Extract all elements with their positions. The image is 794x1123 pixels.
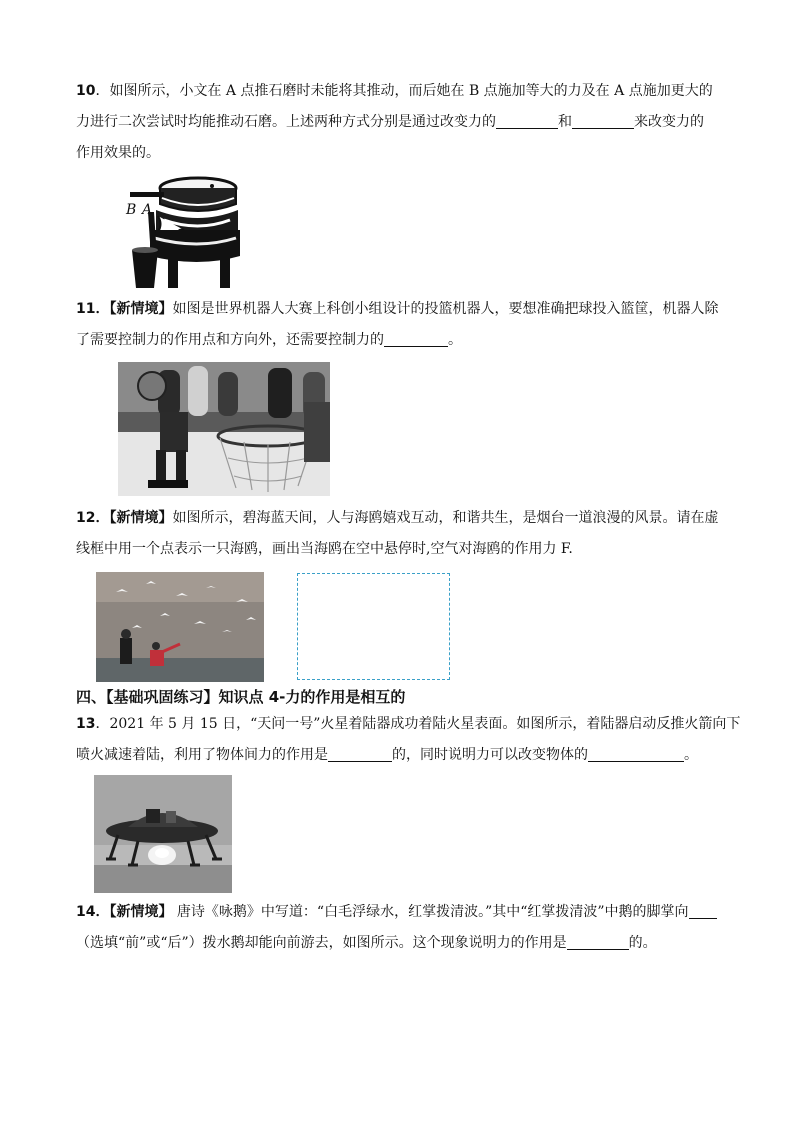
question-text: 。	[448, 332, 462, 348]
question-number: 12	[76, 510, 96, 526]
mars-lander-photo	[94, 775, 232, 893]
question-tag: ．【新情境】	[95, 301, 173, 317]
answer-blank[interactable]	[496, 112, 558, 129]
question-10	[76, 76, 742, 169]
question-text: 力进行二次尝试时均能推动石磨。上述两种方式分别是通过改变力的	[76, 114, 496, 130]
question-number: 13	[76, 716, 96, 732]
robot-photo	[118, 362, 330, 496]
section-heading: 四、【基础巩固练习】知识点 4-力的作用是相互的	[76, 688, 406, 706]
question-14	[76, 897, 742, 959]
answer-blank[interactable]	[567, 933, 629, 950]
drawing-answer-box[interactable]	[297, 573, 450, 680]
point-b-label: B	[126, 202, 137, 218]
question-tag: ．【新情境】	[95, 904, 173, 920]
question-text: 喷火减速着陆，利用了物体间力的作用是	[76, 747, 328, 763]
question-13	[76, 709, 742, 771]
answer-blank[interactable]	[384, 330, 448, 347]
question-text: 来改变力的	[634, 114, 704, 130]
question-number: 11	[76, 301, 96, 317]
question-number: 14	[76, 904, 96, 920]
question-text: 的，同时说明力可以改变物体的	[392, 747, 588, 763]
seagull-photo	[96, 572, 264, 682]
question-text: 了需要控制力的作用点和方向外，还需要控制力的	[76, 332, 384, 348]
question-text: ．2021 年 5 月 15 日，“天问一号”火星着陆器成功着陆火星表面。如图所示，着陆器启动反推火箭向下	[95, 716, 741, 732]
question-tag: ．【新情境】	[95, 510, 173, 526]
question-text: 。	[684, 747, 698, 763]
question-text: 作用效果的。	[76, 145, 160, 161]
question-text: 线框中用一个点表示一只海鸥，画出当海鸥在空中悬停时,空气对海鸥的作用力 F.	[76, 541, 573, 557]
question-number: 10	[76, 83, 96, 99]
question-12	[76, 503, 742, 565]
point-a-label: A	[142, 202, 153, 218]
answer-blank[interactable]	[328, 745, 392, 762]
answer-blank[interactable]	[572, 112, 634, 129]
question-text: 如图所示，碧海蓝天间，人与海鸥嬉戏互动，和谐共生，是烟台一道浪漫的风景。请在虚	[172, 510, 719, 526]
millstone-figure	[118, 172, 240, 290]
question-text: 和	[558, 114, 572, 130]
question-text: 唐诗《咏鹅》中写道：“白毛浮绿水，红掌拨清波。”其中“红掌拨清波”中鹅的脚掌向	[172, 904, 689, 920]
question-text: ．如图所示，小文在 A 点推石磨时未能将其推动，而后她在 B 点施加等大的力及在 A 点施加更大的	[95, 83, 713, 99]
answer-blank[interactable]	[588, 745, 684, 762]
answer-blank[interactable]	[689, 902, 717, 919]
question-11	[76, 294, 742, 356]
question-text: （选填“前”或“后”）拨水鹅却能向前游去，如图所示。这个现象说明力的作用是	[76, 935, 567, 951]
question-text: 如图是世界机器人大赛上科创小组设计的投篮机器人，要想准确把球投入篮筐，机器人除	[172, 301, 719, 317]
question-text: 的。	[628, 935, 657, 951]
